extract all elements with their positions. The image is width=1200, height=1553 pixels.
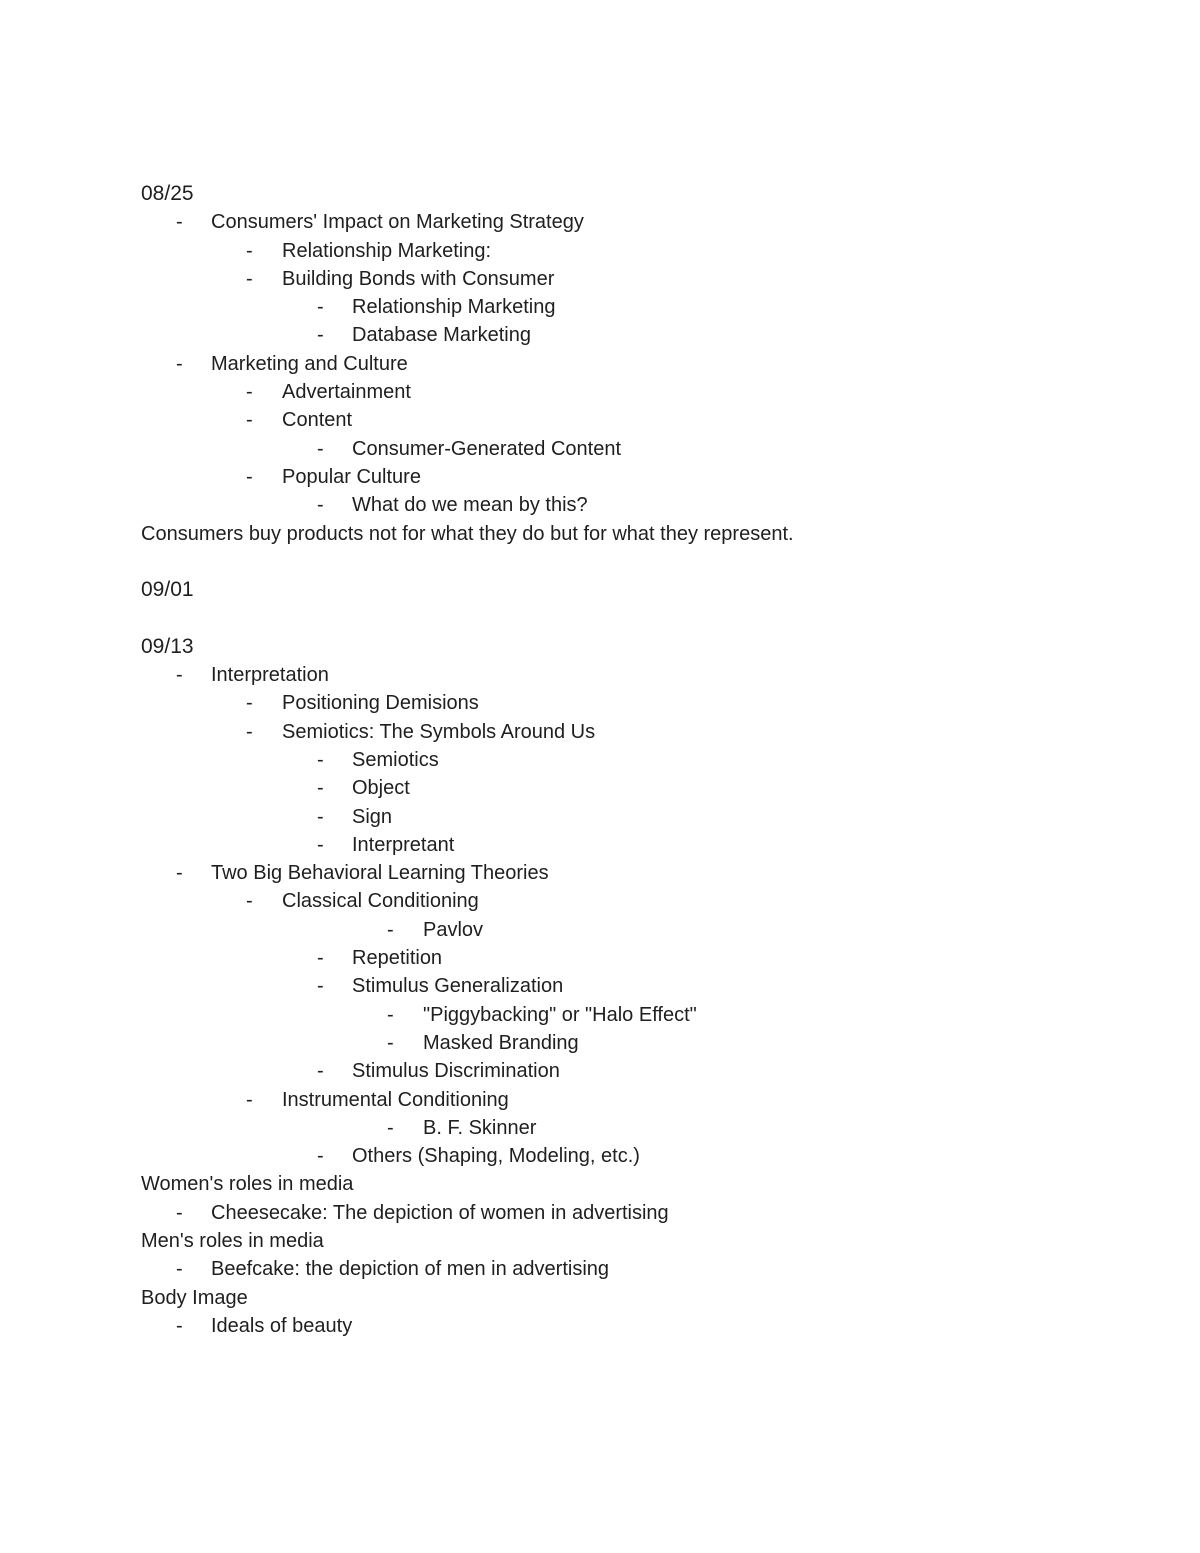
list-item	[141, 265, 1101, 293]
line-text: Women's roles in media	[141, 1173, 354, 1196]
list-item	[141, 1142, 1101, 1170]
line-text: Interpretant	[352, 833, 455, 856]
list-item	[141, 1029, 1101, 1057]
line-text: Consumer-Generated Content	[352, 437, 622, 460]
bullet-dash: -	[317, 494, 324, 517]
line-text: Two Big Behavioral Learning Theories	[211, 862, 549, 885]
blank-line	[141, 548, 1101, 576]
list-item	[141, 1001, 1101, 1029]
date-heading	[141, 576, 1101, 604]
bullet-dash: -	[176, 1201, 183, 1224]
list-item	[141, 887, 1101, 915]
line-text: Positioning Demisions	[282, 692, 479, 715]
bullet-dash: -	[317, 324, 324, 347]
bullet-dash: -	[246, 239, 253, 262]
bullet-dash: -	[317, 777, 324, 800]
list-item	[141, 350, 1101, 378]
bullet-dash: -	[246, 465, 253, 488]
line-text: "Piggybacking" or "Halo Effect"	[423, 1003, 697, 1026]
list-item	[141, 972, 1101, 1000]
list-item	[141, 406, 1101, 434]
line-text: Others (Shaping, Modeling, etc.)	[352, 1145, 640, 1168]
line-text: Repetition	[352, 947, 443, 970]
document-page	[141, 180, 1101, 1340]
paragraph	[141, 1170, 1101, 1198]
line-text: Pavlov	[423, 918, 484, 941]
line-text: Database Marketing	[352, 324, 531, 347]
list-item	[141, 1312, 1101, 1340]
list-item	[141, 491, 1101, 519]
line-text: Consumers buy products not for what they do but for what they represent.	[141, 522, 794, 545]
paragraph	[141, 1284, 1101, 1312]
bullet-dash: -	[317, 1060, 324, 1083]
line-text: Stimulus Discrimination	[352, 1060, 560, 1083]
date-heading	[141, 633, 1101, 661]
bullet-dash: -	[317, 947, 324, 970]
bullet-dash: -	[176, 211, 183, 234]
line-text: Object	[352, 777, 410, 800]
list-item	[141, 463, 1101, 491]
list-item	[141, 1255, 1101, 1283]
list-item	[141, 689, 1101, 717]
bullet-dash: -	[246, 692, 253, 715]
bullet-dash: -	[246, 720, 253, 743]
bullet-dash: -	[317, 805, 324, 828]
line-text: 08/25	[141, 182, 194, 205]
bullet-dash: -	[176, 352, 183, 375]
line-text: Popular Culture	[282, 465, 421, 488]
list-item	[141, 435, 1101, 463]
line-text: Building Bonds with Consumer	[282, 267, 555, 290]
list-item	[141, 321, 1101, 349]
bullet-dash: -	[387, 1031, 394, 1054]
list-item	[141, 916, 1101, 944]
list-item	[141, 944, 1101, 972]
line-text: 09/13	[141, 634, 194, 658]
bullet-dash: -	[387, 1116, 394, 1139]
list-item	[141, 1057, 1101, 1085]
list-item	[141, 378, 1101, 406]
list-item	[141, 831, 1101, 859]
line-text: Beefcake: the depiction of men in advertising	[211, 1258, 610, 1281]
list-item	[141, 237, 1101, 265]
line-text: Ideals of beauty	[211, 1314, 353, 1337]
line-text: Advertainment	[282, 381, 411, 404]
bullet-dash: -	[317, 975, 324, 998]
list-item	[141, 746, 1101, 774]
bullet-dash: -	[387, 918, 394, 941]
line-text: Interpretation	[211, 664, 329, 687]
bullet-dash: -	[246, 1088, 253, 1111]
list-item	[141, 774, 1101, 802]
blank-line	[141, 604, 1101, 632]
bullet-dash: -	[176, 862, 183, 885]
line-text: Content	[282, 409, 353, 432]
list-item	[141, 1086, 1101, 1114]
bullet-dash: -	[246, 409, 253, 432]
line-text: Marketing and Culture	[211, 352, 408, 375]
list-item	[141, 1199, 1101, 1227]
bullet-dash: -	[176, 664, 183, 687]
bullet-dash: -	[317, 437, 324, 460]
bullet-dash: -	[246, 890, 253, 913]
line-text: B. F. Skinner	[423, 1116, 537, 1139]
list-item	[141, 208, 1101, 236]
line-text: Body Image	[141, 1286, 248, 1309]
line-text: Sign	[352, 805, 393, 828]
line-text: Consumers' Impact on Marketing Strategy	[211, 211, 584, 234]
bullet-dash: -	[246, 267, 253, 290]
bullet-dash: -	[317, 296, 324, 319]
bullet-dash: -	[317, 748, 324, 771]
line-text: Instrumental Conditioning	[282, 1088, 509, 1111]
bullet-dash: -	[246, 381, 253, 404]
list-item	[141, 718, 1101, 746]
paragraph	[141, 520, 1101, 548]
line-text: Cheesecake: The depiction of women in advertising	[211, 1201, 669, 1224]
line-text: Stimulus Generalization	[352, 975, 564, 998]
line-text: Men's roles in media	[141, 1229, 324, 1252]
bullet-dash: -	[387, 1003, 394, 1026]
line-text: Masked Branding	[423, 1031, 579, 1054]
bullet-dash: -	[317, 1145, 324, 1168]
bullet-dash: -	[176, 1314, 183, 1337]
line-text: Relationship Marketing	[352, 296, 556, 319]
line-text: Semiotics	[352, 748, 439, 771]
line-text: Classical Conditioning	[282, 890, 479, 913]
bullet-dash: -	[176, 1258, 183, 1281]
bullet-dash: -	[317, 833, 324, 856]
date-heading	[141, 180, 1101, 208]
list-item	[141, 803, 1101, 831]
line-text: 09/01	[141, 578, 194, 602]
list-item	[141, 293, 1101, 321]
line-text: Relationship Marketing:	[282, 239, 491, 262]
list-item	[141, 661, 1101, 689]
line-text: What do we mean by this?	[352, 494, 588, 517]
paragraph	[141, 1227, 1101, 1255]
list-item	[141, 859, 1101, 887]
list-item	[141, 1114, 1101, 1142]
line-text: Semiotics: The Symbols Around Us	[282, 720, 596, 743]
